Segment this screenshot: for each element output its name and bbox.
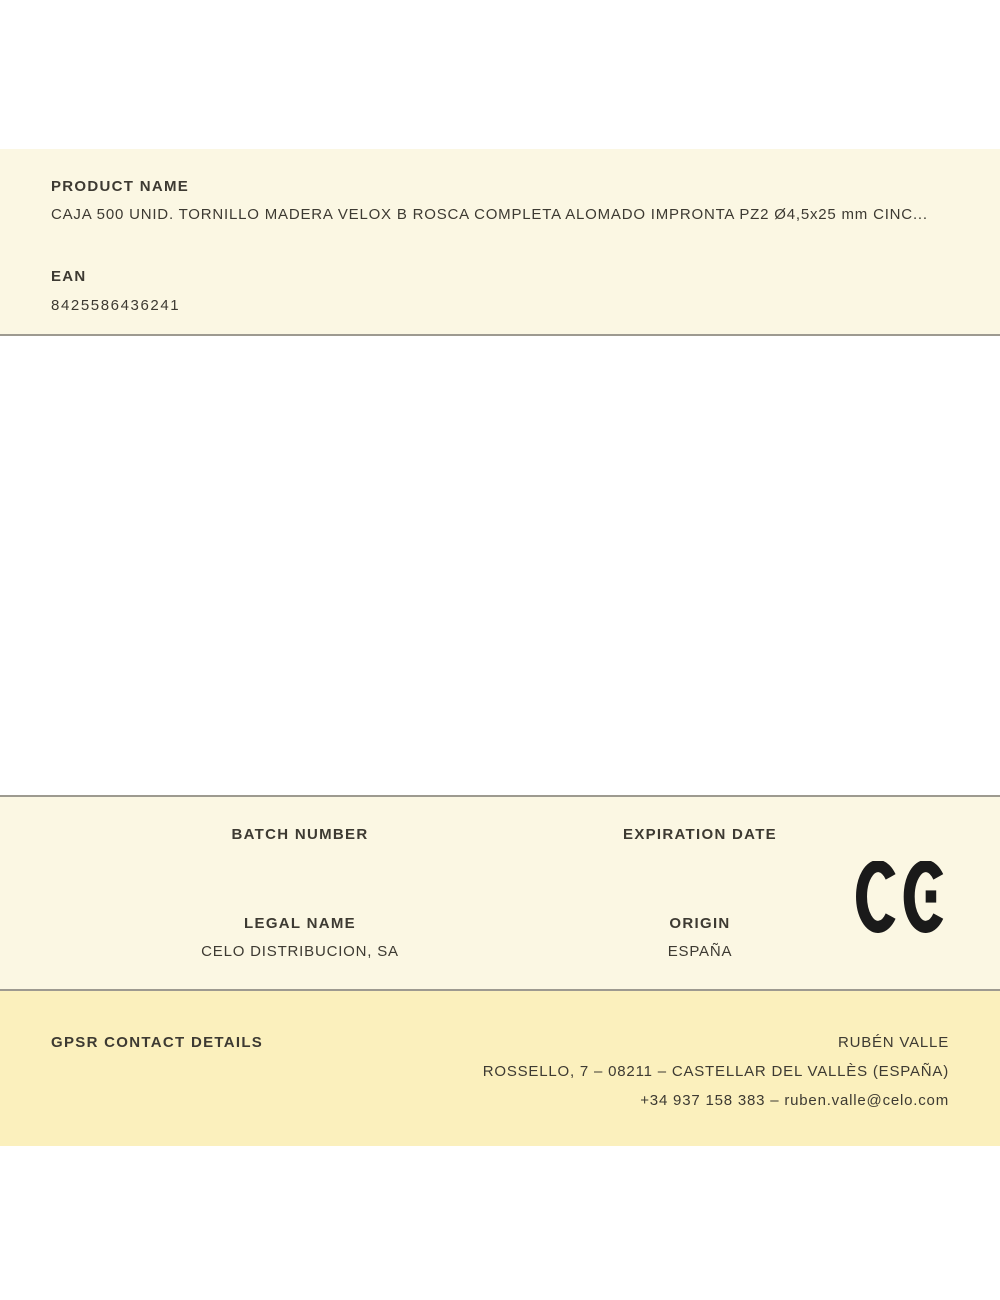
legal-name-value: CELO DISTRIBUCION, SA bbox=[201, 943, 399, 960]
expiration-origin-column bbox=[500, 826, 900, 960]
contact-address-line: ROSSELLO, 7 – 08211 – CASTELLAR DEL VALLÈS (ESPAÑA) bbox=[482, 1063, 949, 1080]
contact-phone-email-line: +34 937 158 383 – ruben.valle@celo.com bbox=[640, 1092, 949, 1109]
product-name-label: PRODUCT NAME bbox=[51, 178, 190, 195]
batch-number-label: BATCH NUMBER bbox=[231, 826, 369, 843]
middle-whitespace bbox=[0, 336, 1000, 795]
ean-label: EAN bbox=[51, 268, 87, 285]
top-margin bbox=[0, 0, 1000, 149]
batch-legal-column bbox=[100, 826, 500, 960]
batch-legal-section bbox=[0, 795, 1000, 991]
batch-number-value bbox=[100, 854, 500, 871]
gpsr-contact-section bbox=[0, 991, 1000, 1146]
product-section bbox=[0, 149, 1000, 336]
product-name-field bbox=[51, 178, 949, 223]
ce-mark-icon bbox=[856, 861, 944, 933]
expiration-date-label: EXPIRATION DATE bbox=[623, 826, 777, 843]
ean-value: 8425586436241 bbox=[51, 297, 181, 314]
gpsr-contact-lines bbox=[483, 1034, 949, 1109]
expiration-date-value bbox=[500, 854, 900, 871]
ean-field bbox=[51, 268, 949, 314]
gpsr-contact-label: GPSR CONTACT DETAILS bbox=[51, 1034, 264, 1051]
origin-value: ESPAÑA bbox=[667, 943, 733, 960]
legal-name-label: LEGAL NAME bbox=[244, 915, 356, 932]
origin-label: ORIGIN bbox=[669, 915, 731, 932]
product-name-value: CAJA 500 UNID. TORNILLO MADERA VELOX B ROSCA COMPLETA ALOMADO IMPRONTA PZ2 Ø4,5x25 mm CINC... bbox=[51, 206, 928, 223]
contact-name-line: RUBÉN VALLE bbox=[837, 1034, 949, 1051]
